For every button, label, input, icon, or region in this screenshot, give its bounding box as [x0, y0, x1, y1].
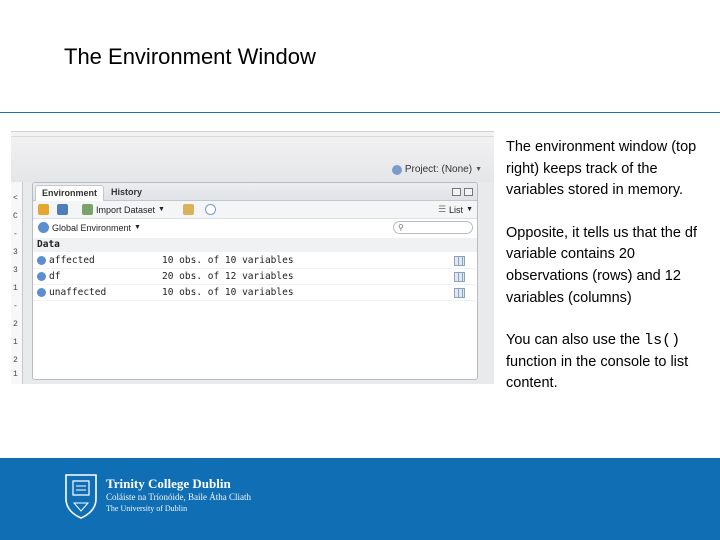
project-menu[interactable]	[392, 164, 482, 175]
environment-search-input[interactable]	[393, 221, 473, 234]
expand-icon[interactable]	[37, 256, 46, 265]
console-glyph: -	[13, 302, 18, 311]
console-edge	[11, 182, 23, 384]
import-dataset-label: Import Dataset	[96, 204, 156, 215]
view-data-icon[interactable]	[454, 272, 465, 282]
pane-tabs	[33, 183, 478, 201]
view-data-icon[interactable]	[454, 288, 465, 298]
paragraph-3-end: function in the console to list content.	[506, 353, 689, 392]
paragraph-3-start: You can also use the	[506, 332, 645, 349]
variable-name: df	[49, 271, 61, 282]
table-import-icon	[82, 204, 93, 215]
pane-window-buttons	[452, 188, 473, 196]
console-glyph: 3	[13, 266, 18, 275]
university-name: Trinity College Dublin	[106, 476, 231, 491]
university-name-irish: Coláiste na Tríonóide, Baile Átha Cliath	[106, 492, 251, 502]
save-workspace-button[interactable]	[57, 204, 68, 215]
console-glyph: 1	[13, 338, 18, 347]
chevron-down-icon: ▼	[158, 206, 165, 213]
tab-history[interactable]: History	[111, 187, 143, 197]
expand-icon[interactable]	[37, 272, 46, 281]
variable-value: 10 obs. of 10 variables	[162, 255, 294, 266]
console-glyph: 3	[13, 248, 18, 257]
university-crest-icon	[64, 473, 98, 519]
project-icon	[392, 165, 402, 175]
console-glyph: 2	[13, 320, 18, 329]
maximize-pane-icon[interactable]	[464, 188, 473, 196]
expand-icon[interactable]	[37, 288, 46, 297]
environment-selector-bar	[33, 219, 478, 237]
console-glyph: <	[13, 194, 18, 203]
rstudio-screenshot	[11, 131, 494, 384]
broom-icon	[183, 204, 194, 215]
open-folder-icon	[38, 204, 49, 215]
table-row[interactable]	[33, 285, 478, 301]
table-row[interactable]	[33, 269, 478, 285]
explanation-paragraph-3	[506, 330, 706, 395]
environment-toolbar	[33, 201, 478, 219]
variable-name: unaffected	[49, 287, 107, 298]
university-logo-text	[106, 476, 251, 514]
chevron-down-icon: ▼	[134, 224, 141, 231]
tab-environment[interactable]: Environment	[35, 185, 104, 201]
search-icon: ⚲	[398, 223, 404, 232]
list-label: List	[449, 204, 464, 215]
env-selector-label: Global Environment	[52, 222, 132, 233]
explanation-paragraph-2: Opposite, it tells us that the df variable contains 20 observations (rows) and 12 variables (columns)	[506, 224, 698, 306]
chevron-down-icon: ▼	[475, 166, 482, 173]
variable-name: affected	[49, 255, 95, 266]
refresh-icon	[205, 204, 216, 215]
explanation-paragraph-1: The environment window (top right) keeps track of the variables stored in memory.	[506, 139, 697, 199]
console-glyph: 2	[13, 356, 18, 365]
list-view-icon: ☰	[437, 204, 447, 214]
explanation-text	[506, 137, 706, 416]
load-workspace-button[interactable]	[38, 204, 49, 215]
view-mode-selector[interactable]	[438, 204, 473, 215]
minimize-pane-icon[interactable]	[452, 188, 461, 196]
table-row[interactable]	[33, 253, 478, 269]
refresh-button[interactable]	[205, 204, 216, 215]
console-glyph: 1	[13, 284, 18, 293]
globe-icon	[38, 222, 49, 233]
console-glyph: C	[13, 212, 18, 221]
console-glyph: -	[13, 230, 18, 239]
pane-header-bar	[11, 137, 494, 182]
console-glyph: 1	[13, 370, 18, 379]
university-subtitle: The University of Dublin	[106, 504, 188, 513]
clear-workspace-button[interactable]	[183, 204, 194, 215]
title-divider	[0, 112, 720, 113]
variable-value: 10 obs. of 10 variables	[162, 287, 294, 298]
project-label: Project: (None)	[404, 164, 473, 175]
view-data-icon[interactable]	[454, 256, 465, 266]
data-section-header: Data	[33, 238, 478, 252]
chevron-down-icon: ▼	[466, 206, 473, 213]
import-dataset-button[interactable]	[82, 204, 165, 215]
save-icon	[57, 204, 68, 215]
global-environment-selector[interactable]	[38, 222, 141, 233]
variable-value: 20 obs. of 12 variables	[162, 271, 294, 282]
environment-pane	[32, 182, 478, 380]
slide-title: The Environment Window	[64, 44, 316, 69]
ls-code: ls()	[644, 332, 681, 350]
